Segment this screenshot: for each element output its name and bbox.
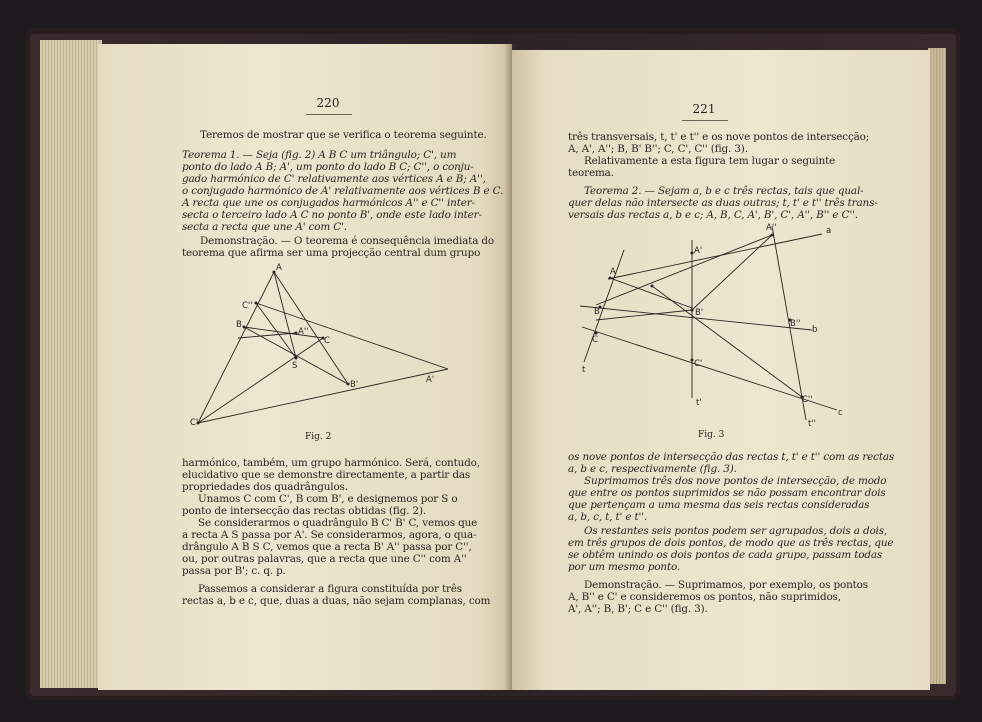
left-line-13: propriedades dos quadrângulos. xyxy=(182,481,348,493)
left-page-stack xyxy=(40,40,102,688)
fig3-label-A1: A' xyxy=(694,246,703,256)
fig3-label-b: b xyxy=(812,325,818,335)
fig3-label-B: B xyxy=(594,307,600,317)
right-line-16: se obtêm unindo os dois pontos de cada grupo, passam todas xyxy=(568,549,883,561)
left-line-15: ponto de intersecção das rectas obtidas (fig. 2). xyxy=(182,505,427,517)
right-line-18: Demonstração. — Suprimamos, por exemplo, os pontos xyxy=(584,579,868,591)
left-page-number: 220 xyxy=(316,96,340,110)
right-line-9: a, b e c, respectivamente (fig. 3). xyxy=(568,463,737,475)
right-line-17: por um mesmo ponto. xyxy=(568,561,681,573)
right-page xyxy=(512,50,930,690)
right-line-15: em três grupos de dois pontos, de modo que as três rectas, que xyxy=(568,537,894,549)
fig3-label-C2: C'' xyxy=(802,395,813,405)
right-line-7: versais das rectas a, b e c; A, B, C, A', B', C', A'', B'' e C''. xyxy=(568,209,858,221)
fig2-label-A: A xyxy=(276,263,282,273)
right-line-13: a, b, c, t, t' e t''. xyxy=(568,511,648,523)
fig2-label-A1: A' xyxy=(426,375,435,385)
left-line-2: Teorema 1. — Seja (fig. 2) A B C um triângulo; C', um xyxy=(182,149,457,161)
fig2-label-B1: B' xyxy=(350,380,359,390)
fig3-label-c: c xyxy=(838,408,843,418)
right-line-19: A, B'' e C' e consideremos os pontos, não suprimidos, xyxy=(568,591,841,603)
right-line-2: A, A', A''; B, B' B''; C, C', C'' (fig. 3). xyxy=(568,143,748,155)
left-line-20: passa por B'; c. q. p. xyxy=(182,565,286,577)
fig3-label-t: t xyxy=(582,365,586,375)
fig2-label-C: C xyxy=(324,336,330,346)
left-line-5: o conjugado harmónico de A' relativamente aos vértices B e C. xyxy=(182,185,504,197)
right-line-3: Relativamente a esta figura tem lugar o seguinte xyxy=(584,155,836,167)
figure-2-lines xyxy=(198,272,448,423)
right-line-11: que entre os pontos suprimidos se não possam encontrar dois xyxy=(568,487,886,499)
right-page-number: 221 xyxy=(692,102,716,116)
left-line-9: Demonstração. — O teorema é consequência imediata do xyxy=(200,235,495,247)
left-line-18: drângulo A B S C, vemos que a recta B' A'' passa por C'', xyxy=(182,541,472,553)
left-line-17: a recta A S passa por A'. Se considerarmos, agora, o qua- xyxy=(182,529,477,541)
fig3-label-C1: C' xyxy=(694,359,703,369)
right-line-8: os nove pontos de intersecção das rectas t, t' e t'' com as rectas xyxy=(568,451,895,463)
right-line-1: três transversais, t, t' e t'' e os nove pontos de intersecção; xyxy=(568,131,870,143)
left-line-4: gado harmónico de C' relativamente aos vértices A e B; A'', xyxy=(182,173,486,185)
left-line-10: teorema que afirma ser uma projecção central dum grupo xyxy=(182,247,481,259)
left-line-1: Teremos de mostrar que se verifica o teorema seguinte. xyxy=(200,129,487,141)
fig3-label-B1: B' xyxy=(695,308,704,318)
left-page xyxy=(98,44,512,690)
fig2-label-C2: C'' xyxy=(242,301,253,311)
fig3-label-A: A xyxy=(610,267,616,277)
left-line-12: elucidativo que se demonstre directamente, a partir das xyxy=(182,469,471,481)
left-line-8: secta a recta que une A' com C'. xyxy=(182,221,347,233)
fig3-label-A2: A'' xyxy=(766,223,777,233)
fig2-label-A2: A'' xyxy=(298,327,309,337)
fig2-label-B: B xyxy=(236,320,242,330)
right-line-4: teorema. xyxy=(568,167,614,179)
figure-3-caption: Fig. 3 xyxy=(698,430,725,440)
fig3-label-t2: t'' xyxy=(808,419,817,429)
left-line-6: A recta que une os conjugados harmónicos A'' e C'' inter- xyxy=(182,197,475,209)
right-line-10: Suprimamos três dos nove pontos de intersecção, de modo xyxy=(584,475,887,487)
left-line-22: rectas a, b e c, que, duas a duas, não sejam complanas, com xyxy=(182,595,491,607)
left-line-16: Se considerarmos o quadrângulo B C' B' C, vemos que xyxy=(198,517,478,529)
left-line-19: ou, por outras palavras, que a recta que une C'' com A'' xyxy=(182,553,467,565)
right-line-5: Teorema 2. — Sejam a, b e c três rectas, tais que qual- xyxy=(584,185,864,197)
left-line-11: harmónico, também, um grupo harmónico. Será, contudo, xyxy=(182,457,480,469)
figure-2-caption: Fig. 2 xyxy=(305,432,332,442)
right-page-stack xyxy=(928,48,946,684)
right-line-14: Os restantes seis pontos podem ser agrupados, dois a dois, xyxy=(584,525,888,537)
right-line-20: A', A''; B, B'; C e C'' (fig. 3). xyxy=(568,603,708,615)
left-line-3: ponto do lado A B; A', um ponto do lado B C; C'', o conju- xyxy=(182,161,474,173)
fig3-label-B2: B'' xyxy=(790,319,801,329)
fig2-label-S: S xyxy=(292,361,298,371)
fig3-label-C: C xyxy=(592,335,598,345)
fig2-label-C1: C' xyxy=(190,418,199,428)
right-line-12: que pertençam a uma mesma das seis rectas consideradas xyxy=(568,499,870,511)
right-line-6: quer delas não intersecte as duas outras; t, t' e t'' três trans- xyxy=(568,197,878,209)
left-line-7: secta o terceiro lado A C no ponto B', onde este lado inter- xyxy=(182,209,482,221)
fig3-label-a: a xyxy=(826,226,832,236)
fig3-label-t1: t' xyxy=(696,398,702,408)
figure-2-points xyxy=(197,271,350,425)
left-line-21: Passemos a considerar a figura constituída por três xyxy=(198,583,462,595)
left-line-14: Unamos C com C', B com B', e designemos por S o xyxy=(198,493,458,505)
